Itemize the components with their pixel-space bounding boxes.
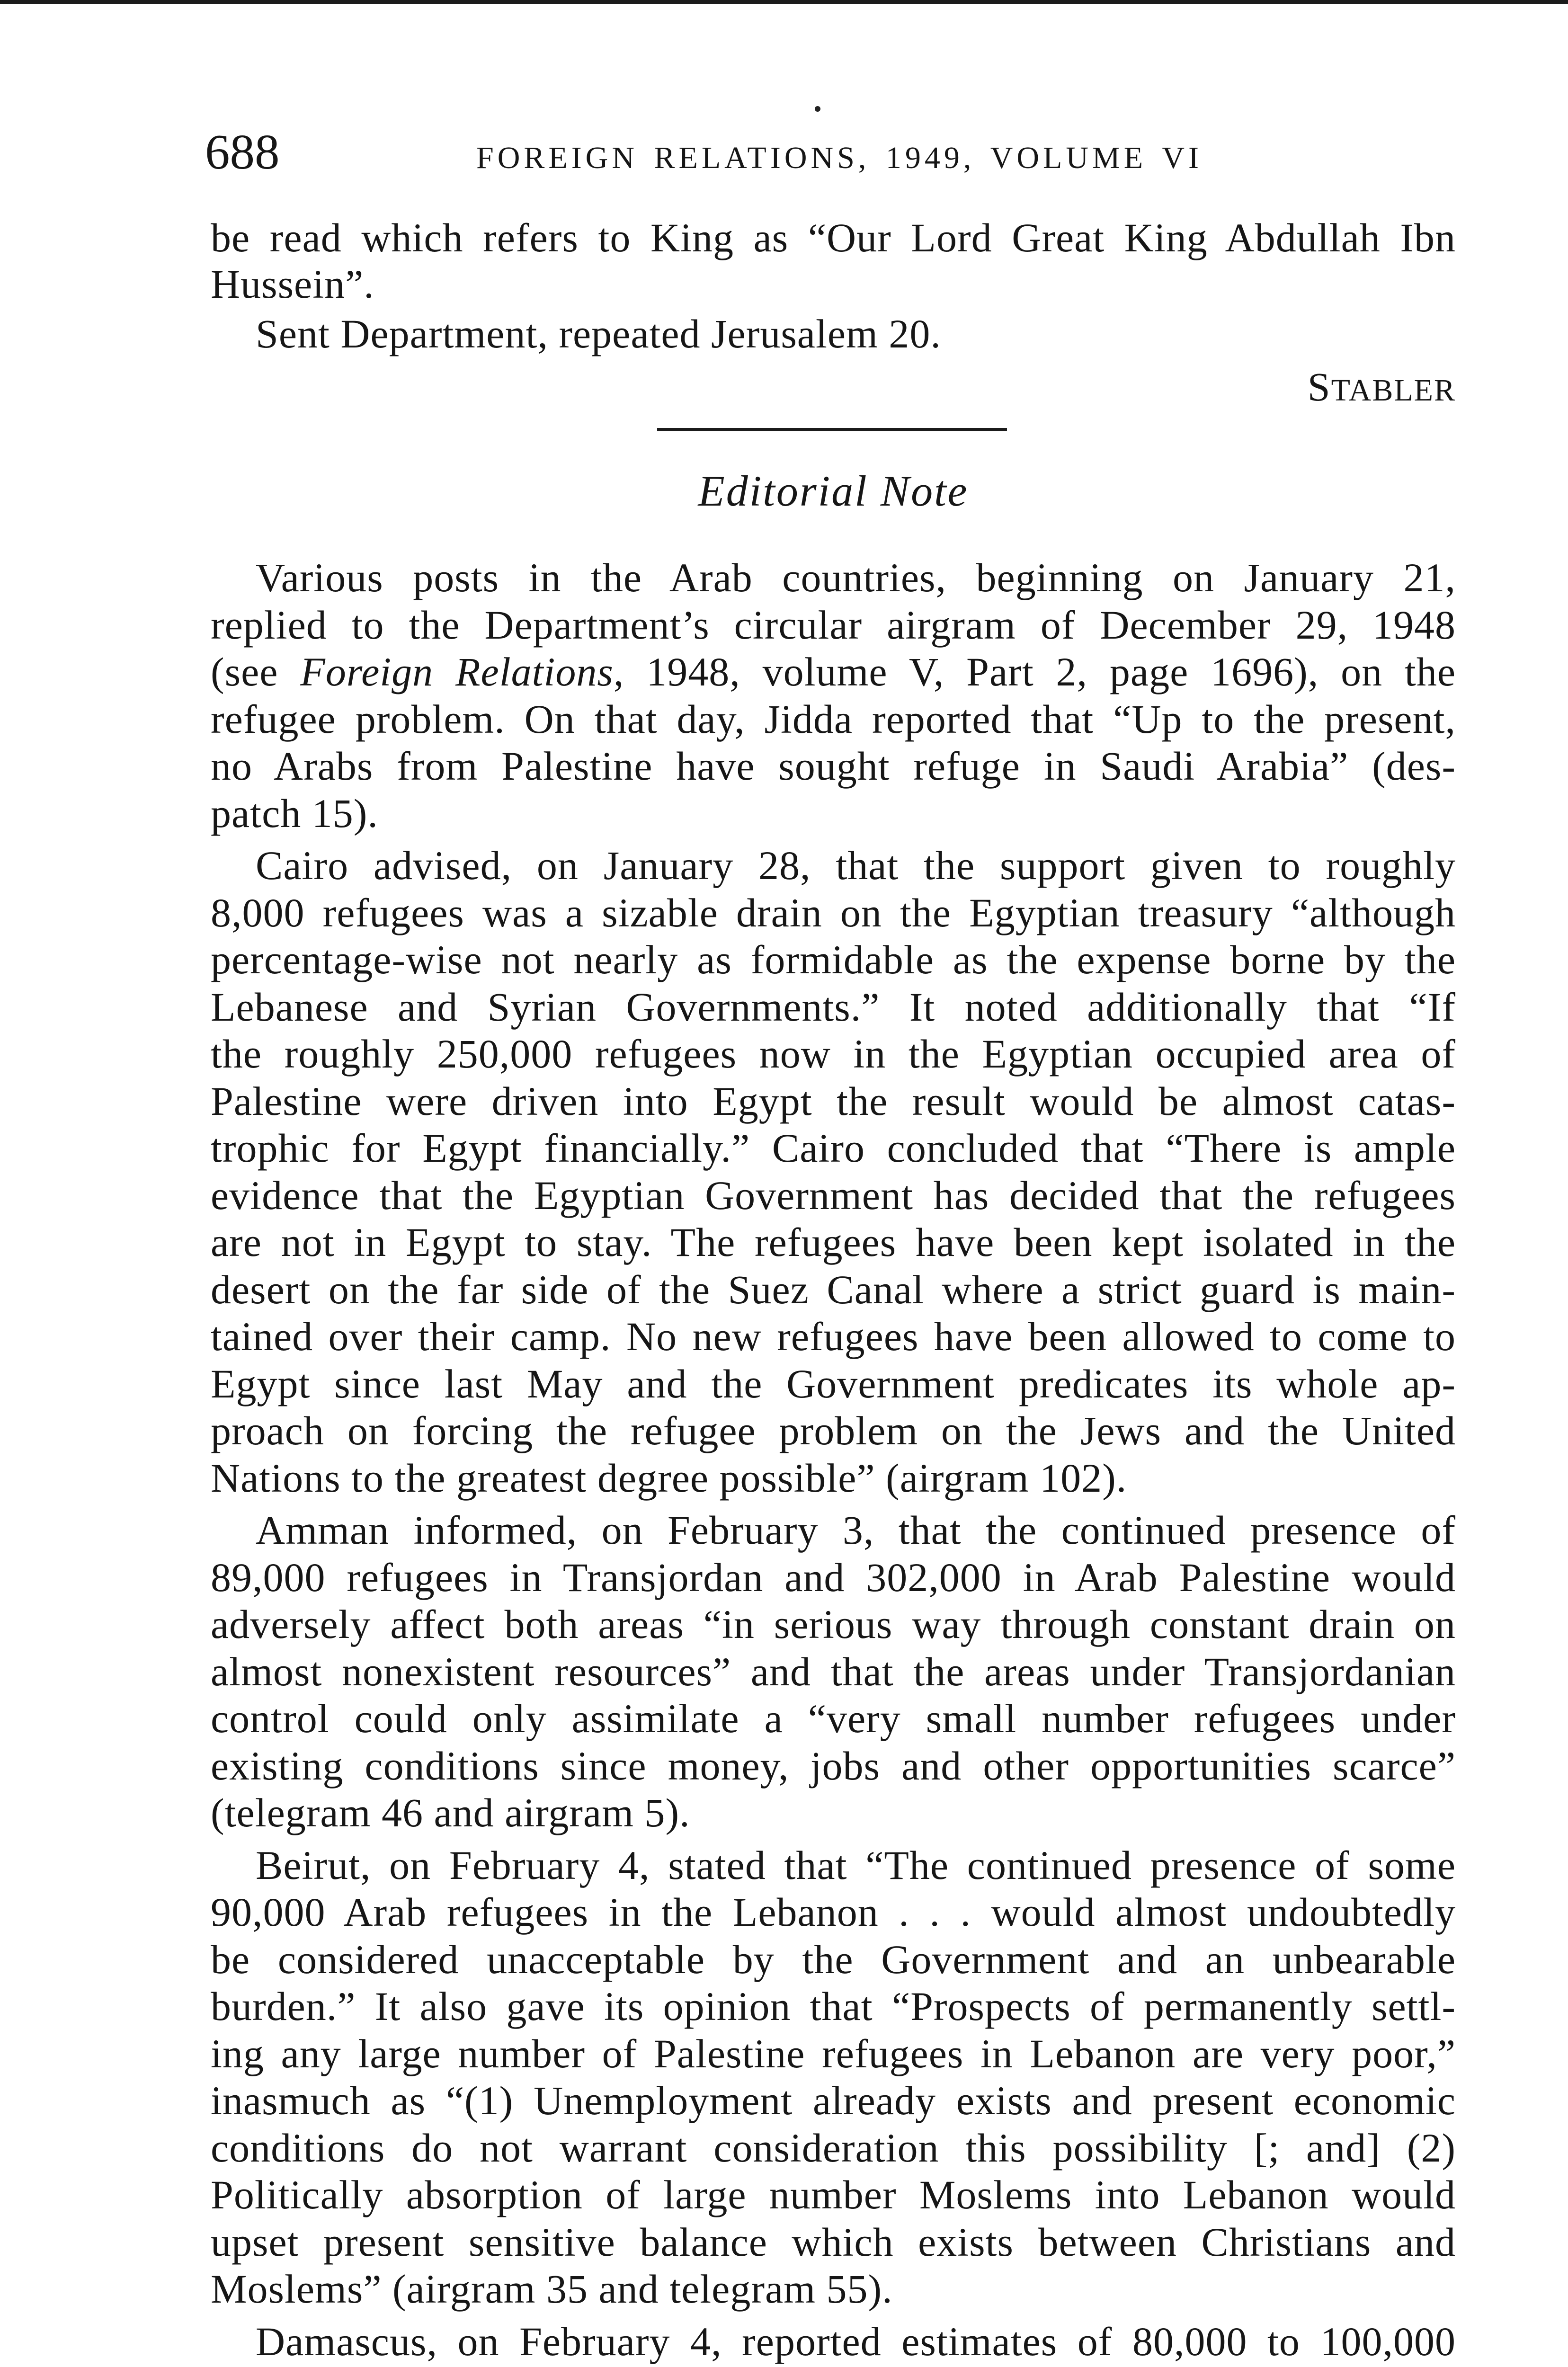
text-line: Cairo advised, on January 28, that the support given to roughly (256, 843, 1456, 888)
text-line: Various posts in the Arab countries, beginning on January 21, (256, 555, 1456, 600)
scan-top-border (0, 0, 1568, 4)
paragraph (211, 1842, 1456, 2313)
text-line: Politically absorption of large number Moslems into Lebanon would (211, 2172, 1456, 2217)
text-line: control could only assimilate a “very small number refugees under (211, 1696, 1456, 1741)
paragraph (211, 842, 1456, 1502)
page-number: 688 (205, 124, 280, 179)
text-line: conditions do not warrant consideration this possibility [; and] (2) (211, 2125, 1456, 2171)
text-line: 90,000 Arab refugees in the Lebanon . . . would almost undoubtedly (211, 1889, 1456, 1935)
paragraph (211, 2318, 1456, 2366)
text-line: inasmuch as “(1) Unemployment already exists and present economic (211, 2078, 1456, 2123)
text-line (211, 649, 1456, 696)
text-line: be read which refers to King as “Our Lord Great King Abdullah Ibn (211, 215, 1456, 260)
running-head: FOREIGN RELATIONS, 1949, VOLUME VI (476, 141, 1203, 175)
text-line: patch 15). (211, 790, 378, 836)
text-line: are not in Egypt to stay. The refugees have been kept isolated in the (211, 1219, 1456, 1265)
text-line: Nations to the greatest degree possible” (airgram 102). (211, 1455, 1127, 1501)
section-divider (657, 428, 1007, 431)
text-line: the roughly 250,000 refugees now in the Egyptian occupied area of (211, 1031, 1456, 1077)
text-line: Moslems” (airgram 35 and telegram 55). (211, 2266, 893, 2312)
text-line: Lebanese and Syrian Governments.” It noted additionally that “If (211, 984, 1456, 1030)
text-line: 8,000 refugees was a sizable drain on the Egyptian treasury “although (211, 890, 1456, 935)
paragraph (211, 1507, 1456, 1837)
text-line: replied to the Department’s circular airgram of December 29, 1948 (211, 602, 1456, 648)
text-line: proach on forcing the refugee problem on the Jews and the United (211, 1408, 1456, 1453)
text-line: no Arabs from Palestine have sought refuge in Saudi Arabia” (des- (211, 743, 1456, 789)
text-line: adversely affect both areas “in serious way through constant drain on (211, 1602, 1456, 1647)
text-line: evidence that the Egyptian Government has decided that the refugees (211, 1172, 1456, 1218)
text-line: refugee problem. On that day, Jidda reported that “Up to the present, (211, 696, 1456, 742)
text-line: almost nonexistent resources” and that the areas under Transjordanian (211, 1648, 1456, 1694)
text-line: existing conditions since money, jobs and other opportunities scarce” (211, 1743, 1456, 1789)
text-segment: , 1948, volume V, Part 2, page 1696), on the (613, 649, 1456, 694)
text-line: burden.” It also gave its opinion that “Prospects of permanently settl- (211, 1984, 1456, 2029)
text-segment: (see (211, 649, 301, 694)
text-line: Damascus, on February 4, reported estimates of 80,000 to 100,000 (256, 2318, 1456, 2364)
text-line: desert on the far side of the Suez Canal where a strict guard is main- (211, 1266, 1456, 1312)
text-line: Egypt since last May and the Government predicates its whole ap- (211, 1361, 1456, 1406)
distribution-line: Sent Department, repeated Jerusalem 20. (256, 311, 941, 356)
text-line: Hussein”. (211, 261, 374, 307)
text-line: Beirut, on February 4, stated that “The continued presence of some (256, 1842, 1456, 1888)
signature: STABLER (1307, 364, 1456, 409)
section-heading: Editorial Note (698, 467, 969, 515)
text-line: ing any large number of Palestine refugees in Lebanon are very poor,” (211, 2030, 1456, 2076)
text-line: Palestine were driven into Egypt the result would be almost catas- (211, 1078, 1456, 1124)
editorial-note-body (211, 554, 1456, 2365)
text-line: be considered unacceptable by the Government and an unbearable (211, 1936, 1456, 1982)
text-line: (telegram 46 and airgram 5). (211, 1790, 690, 1835)
text-line: upset present sensitive balance which exists between Christians and (211, 2219, 1456, 2265)
italic-title: Foreign Relations (300, 649, 614, 694)
text-line: Amman informed, on February 3, that the continued presence of (256, 1507, 1456, 1553)
text-line: trophic for Egypt financially.” Cairo concluded that “There is ample (211, 1125, 1456, 1171)
text-line: percentage-wise not nearly as formidable as the expense borne by the (211, 937, 1456, 982)
scan-speck (815, 106, 820, 112)
paragraph (211, 554, 1456, 837)
text-line: tained over their camp. No new refugees have been allowed to come to (211, 1314, 1456, 1359)
text-line: 89,000 refugees in Transjordan and 302,000 in Arab Palestine would (211, 1554, 1456, 1600)
